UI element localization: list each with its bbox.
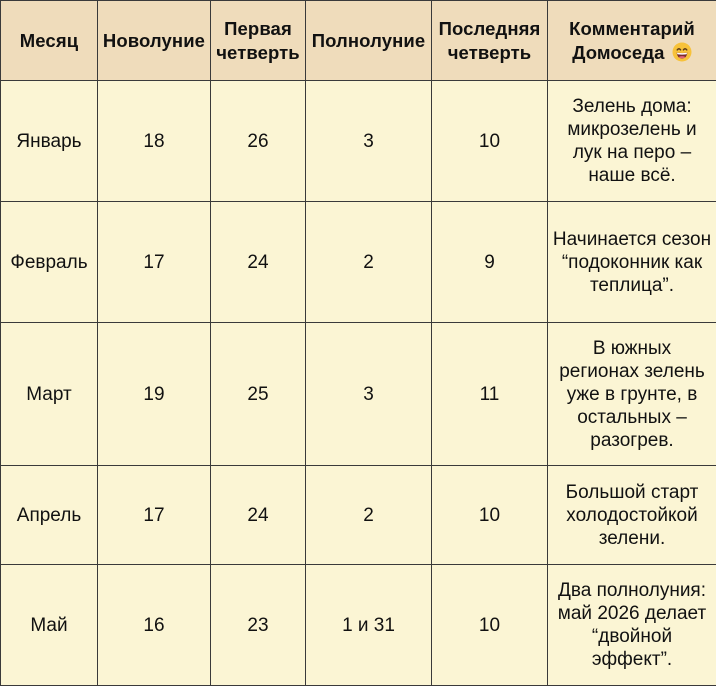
cell-new-moon: 17 <box>98 202 211 323</box>
cell-full-moon: 2 <box>306 466 432 565</box>
cell-last-quarter: 10 <box>432 466 548 565</box>
table-row <box>1 323 716 466</box>
cell-comment: Зелень дома: микрозелень и лук на перо – наше всё. <box>548 81 716 202</box>
header-comment-line2: Домоседа <box>572 41 665 63</box>
cell-first-quarter: 24 <box>211 202 306 323</box>
cell-new-moon: 18 <box>98 81 211 202</box>
grinning-face-emoji-icon <box>672 42 692 62</box>
header-new-moon <box>98 1 211 81</box>
header-last-quarter <box>432 1 548 81</box>
header-last-quarter-line2: четверть <box>447 41 532 63</box>
table-row <box>1 565 716 686</box>
cell-month: Май <box>1 565 98 686</box>
cell-full-moon: 3 <box>306 81 432 202</box>
cell-first-quarter: 24 <box>211 466 306 565</box>
header-full-moon <box>306 1 432 81</box>
header-first-quarter <box>211 1 306 81</box>
table-body <box>1 81 716 686</box>
header-full-moon-label: Полнолуние <box>311 29 426 51</box>
cell-comment: Два полнолуния: май 2026 делает “двойной эффект”. <box>548 565 716 686</box>
cell-full-moon: 1 и 31 <box>306 565 432 686</box>
cell-first-quarter: 26 <box>211 81 306 202</box>
cell-full-moon: 3 <box>306 323 432 466</box>
cell-comment: Большой старт холодостойкой зелени. <box>548 466 716 565</box>
cell-month: Январь <box>1 81 98 202</box>
header-month-label: Месяц <box>19 29 79 51</box>
table-row <box>1 81 716 202</box>
cell-first-quarter: 23 <box>211 565 306 686</box>
table-header <box>1 1 716 81</box>
header-month <box>1 1 98 81</box>
cell-full-moon: 2 <box>306 202 432 323</box>
cell-comment: В южных регионах зелень уже в грунте, в остальных – разогрев. <box>548 323 716 466</box>
cell-comment: Начинается сезон “подоконник как теплица”. <box>548 202 716 323</box>
header-first-quarter-line1: Первая <box>224 17 292 39</box>
cell-last-quarter: 10 <box>432 81 548 202</box>
cell-first-quarter: 25 <box>211 323 306 466</box>
cell-month: Март <box>1 323 98 466</box>
cell-month: Февраль <box>1 202 98 323</box>
cell-last-quarter: 10 <box>432 565 548 686</box>
header-comment <box>548 1 716 81</box>
header-comment-line1: Комментарий <box>569 17 695 39</box>
cell-new-moon: 19 <box>98 323 211 466</box>
cell-last-quarter: 9 <box>432 202 548 323</box>
cell-new-moon: 17 <box>98 466 211 565</box>
header-first-quarter-line2: четверть <box>216 41 300 63</box>
table-row <box>1 202 716 323</box>
cell-month: Апрель <box>1 466 98 565</box>
table-row <box>1 466 716 565</box>
header-row <box>1 1 716 81</box>
cell-last-quarter: 11 <box>432 323 548 466</box>
header-last-quarter-line1: Последняя <box>438 17 541 39</box>
header-new-moon-label: Новолуние <box>102 29 206 51</box>
cell-new-moon: 16 <box>98 565 211 686</box>
